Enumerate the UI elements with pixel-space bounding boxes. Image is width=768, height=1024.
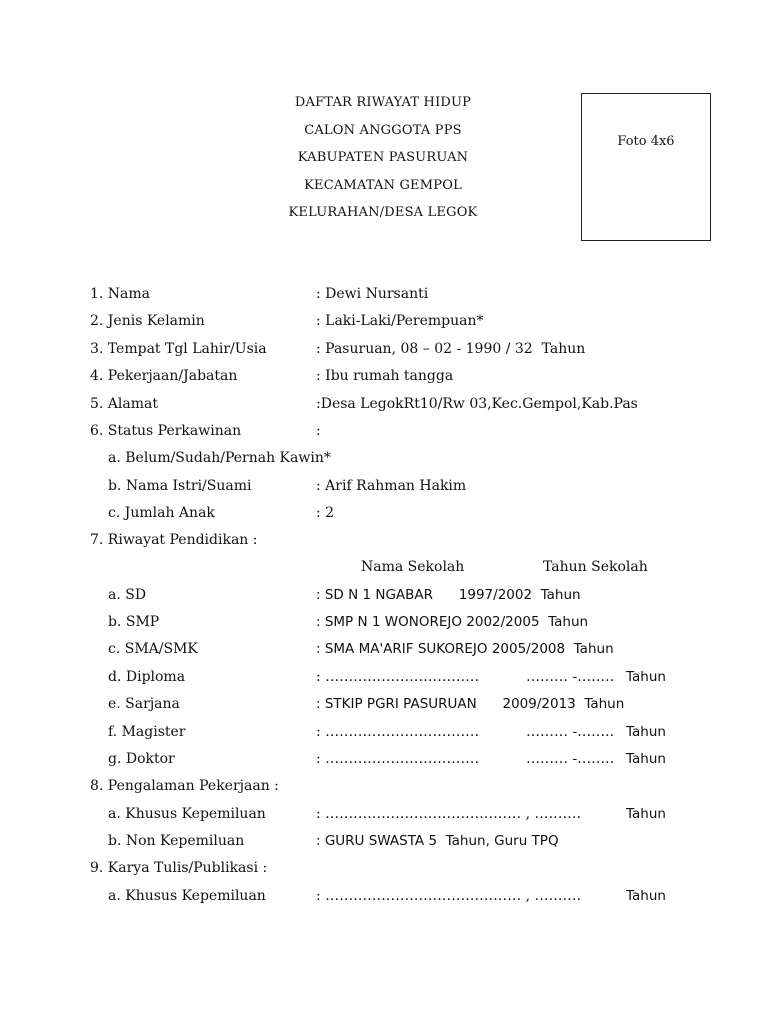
field-pekerjaan	[0, 366, 768, 386]
field-label: b. Nama Istri/Suami	[108, 478, 252, 494]
header-desa: KELURAHAN/DESA LEGOK	[288, 205, 478, 220]
section-label: 8. Pengalaman Pekerjaan :	[90, 778, 279, 794]
edu-label: c. SMA/SMK	[108, 641, 198, 657]
edu-unit: Tahun	[626, 751, 666, 767]
pendidikan-row-sma	[0, 639, 768, 659]
edu-label: b. SMP	[108, 614, 160, 630]
edu-label: f. Magister	[108, 724, 186, 740]
field-status-c	[0, 503, 768, 523]
edu-value	[316, 585, 581, 605]
edu-label: d. Diploma	[108, 669, 186, 685]
header-subtitle: CALON ANGGOTA PPS	[304, 122, 462, 138]
section-karya	[0, 858, 768, 878]
field-alamat	[0, 394, 768, 414]
photo-label: Foto 4x6	[617, 134, 675, 149]
pendidikan-row-magister	[0, 722, 768, 742]
edu-period: ……… -……..	[526, 751, 615, 767]
edu-value-text: : SD N 1 NGABAR 1997/2002 Tahun	[316, 587, 581, 603]
field-label: 5. Alamat	[90, 396, 158, 412]
field-value: : 2	[316, 505, 335, 521]
edu-value-text: : SMP N 1 WONOREJO 2002/2005 Tahun	[316, 614, 589, 630]
exp-label: b. Non Kepemiluan	[108, 833, 245, 849]
field-label: 6. Status Perkawinan	[90, 423, 242, 439]
field-value: : Laki-Laki/Perempuan*	[316, 313, 484, 329]
header-title: DAFTAR RIWAYAT HIDUP	[294, 95, 472, 110]
exp-value: : …………………………………… , ……….	[316, 806, 581, 822]
edu-value-text: : STKIP PGRI PASURUAN 2009/2013 Tahun	[316, 696, 625, 712]
edu-value: : ……………………………	[316, 669, 480, 685]
exp-value-text: : GURU SWASTA 5 Tahun, Guru TPQ	[316, 833, 559, 849]
section-label: 9. Karya Tulis/Publikasi :	[90, 860, 268, 876]
header-kecamatan: KECAMATAN GEMPOL	[304, 177, 462, 193]
field-jenis-kelamin	[0, 311, 768, 331]
edu-value	[316, 612, 588, 632]
pengalaman-row-khusus	[0, 804, 768, 824]
field-ttl	[0, 339, 768, 359]
pendidikan-row-diploma	[0, 667, 768, 687]
pendidikan-row-sd	[0, 585, 768, 605]
karya-unit: Tahun	[626, 888, 666, 904]
field-value: :	[316, 423, 321, 439]
edu-unit: Tahun	[626, 724, 666, 740]
exp-value	[316, 831, 559, 851]
field-value: : Dewi Nursanti	[316, 286, 429, 302]
field-value: : Pasuruan, 08 – 02 - 1990 / 32 Tahun	[316, 341, 586, 357]
section-pengalaman	[0, 776, 768, 796]
exp-label: a. Khusus Kepemiluan	[108, 806, 266, 822]
edu-label: a. SD	[108, 587, 147, 603]
field-value: : Ibu rumah tangga	[316, 368, 454, 384]
field-label: 4. Pekerjaan/Jabatan	[90, 368, 238, 384]
pendidikan-column-headers	[0, 557, 768, 577]
edu-value	[316, 694, 624, 714]
field-label: a. Belum/Sudah/Pernah Kawin*	[108, 450, 331, 466]
field-value: : Arif Rahman Hakim	[316, 478, 467, 494]
column-nama-sekolah: Nama Sekolah	[361, 559, 465, 575]
exp-unit: Tahun	[626, 806, 666, 822]
edu-label: g. Doktor	[108, 751, 175, 767]
karya-label: a. Khusus Kepemiluan	[108, 888, 266, 904]
field-status-a	[0, 448, 768, 468]
edu-period: ……… -……..	[526, 669, 615, 685]
field-label: c. Jumlah Anak	[108, 505, 215, 521]
document-header	[230, 94, 536, 232]
edu-label: e. Sarjana	[108, 696, 180, 712]
pengalaman-row-non	[0, 831, 768, 851]
edu-value: : ……………………………	[316, 751, 480, 767]
header-kabupaten: KABUPATEN PASURUAN	[297, 150, 469, 165]
section-pendidikan	[0, 530, 768, 550]
karya-row-khusus	[0, 886, 768, 906]
edu-value: : ……………………………	[316, 724, 480, 740]
section-label: 7. Riwayat Pendidikan :	[90, 532, 258, 548]
karya-value: : …………………………………… , ……….	[316, 888, 581, 904]
column-tahun-sekolah: Tahun Sekolah	[543, 559, 648, 575]
field-label: 3. Tempat Tgl Lahir/Usia	[90, 341, 267, 357]
edu-value	[316, 639, 614, 659]
pendidikan-row-doktor	[0, 749, 768, 769]
edu-unit: Tahun	[626, 669, 666, 685]
edu-value-text: : SMA MA'ARIF SUKOREJO 2005/2008 Tahun	[316, 641, 614, 657]
pendidikan-row-sarjana	[0, 694, 768, 714]
pendidikan-row-smp	[0, 612, 768, 632]
field-nama	[0, 284, 768, 304]
field-status	[0, 421, 768, 441]
field-label: 2. Jenis Kelamin	[90, 313, 205, 329]
field-value: :Desa LegokRt10/Rw 03,Kec.Gempol,Kab.Pas	[316, 396, 638, 412]
photo-box	[581, 93, 711, 241]
field-label: 1. Nama	[90, 286, 151, 302]
field-status-b	[0, 476, 768, 496]
edu-period: ……… -……..	[526, 724, 615, 740]
